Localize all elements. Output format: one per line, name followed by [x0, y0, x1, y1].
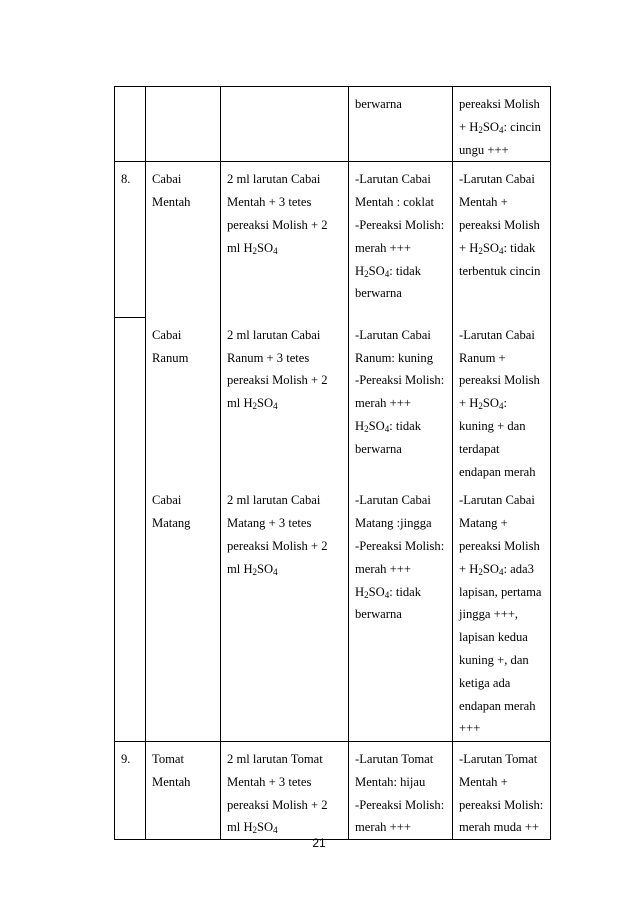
table-row-9-mentah [115, 741, 551, 839]
cell-line: terbentuk cincin [459, 263, 541, 278]
cell-line: Mentah [152, 774, 191, 789]
cell-line: pereaksi Molish: [459, 797, 544, 812]
cell-line: ketiga ada [459, 675, 511, 690]
cell-line: Matang :jingga [355, 516, 432, 531]
cell-line: merah +++ [355, 561, 411, 576]
cell-line: Cabai [152, 172, 182, 187]
cell-line: Ranum + [459, 350, 506, 365]
table-row-8-ranum [115, 318, 551, 484]
cell-line: merah +++ [355, 820, 411, 835]
cell-line: + $H_2SO_4$: ada3 [459, 561, 534, 577]
treatment-cell [221, 87, 349, 162]
row-number: 8. [115, 162, 146, 318]
cell-line: berwarna [355, 441, 402, 456]
result-cell [453, 162, 551, 318]
result-cell [453, 483, 551, 741]
cell-line: Ranum + 3 tetes [227, 350, 310, 365]
cell-line: Ranum: kuning [355, 350, 434, 365]
cell-line: Mentah: hijau [355, 774, 426, 789]
cell-line: -Pereaksi Molish: [355, 797, 445, 812]
cell-line: 2 ml larutan Cabai [227, 327, 321, 342]
cell-line: jingga +++, [459, 607, 519, 622]
cell-line: Matang + [459, 516, 508, 531]
cell-line: -Larutan Cabai [459, 172, 535, 187]
cell-line: -Larutan Cabai [459, 327, 535, 342]
treatment-cell [221, 483, 349, 741]
cell-line: Ranum [152, 350, 189, 365]
row-number [115, 483, 146, 741]
cell-line: -Larutan Cabai [355, 493, 431, 508]
cell-line: + $H_2SO_4$: cincin [459, 119, 541, 135]
observation-cell [349, 318, 453, 484]
continuation-row [115, 87, 551, 162]
cell-line: -Larutan Tomat [459, 751, 538, 766]
result-cell [453, 741, 551, 839]
cell-line: endapan merah [459, 464, 536, 479]
cell-line: lapisan kedua [459, 630, 528, 645]
cell-line: Mentah + 3 tetes [227, 774, 312, 789]
cell-line: Tomat [152, 751, 184, 766]
cell-line: Mentah : coklat [355, 195, 435, 210]
cell-line: 2 ml larutan Tomat [227, 751, 323, 766]
observation-cell [349, 741, 453, 839]
cell-line: pereaksi Molish [459, 373, 540, 388]
cell-line: Mentah + [459, 774, 508, 789]
result-cell [453, 87, 551, 162]
row-number: 9. [115, 741, 146, 839]
treatment-cell [221, 741, 349, 839]
cell-line: ml $H_2SO_4$ [227, 561, 278, 577]
cell-line: pereaksi Molish [459, 217, 540, 232]
cell-line: Mentah + [459, 195, 508, 210]
cell-line: pereaksi Molish + 2 [227, 539, 328, 554]
cell-line: lapisan, pertama [459, 584, 542, 599]
cell-line: 2 ml larutan Cabai [227, 172, 321, 187]
cell-line: berwarna [355, 286, 402, 301]
cell-line: -Pereaksi Molish: [355, 217, 445, 232]
cell-line: +++ [459, 721, 481, 736]
cell-line: $H_2SO_4$: tidak [355, 584, 422, 600]
sample-cell [146, 162, 221, 318]
cell-line: berwarna [355, 607, 402, 622]
observation-cell [349, 87, 453, 162]
cell-line: Mentah + 3 tetes [227, 195, 312, 210]
cell-line: -Larutan Tomat [355, 751, 434, 766]
cell-line: -Larutan Cabai [355, 172, 431, 187]
cell-line: + $H_2SO_4$: [459, 396, 507, 412]
treatment-cell [221, 318, 349, 484]
cell-line: pereaksi Molish + 2 [227, 797, 328, 812]
cell-line: -Pereaksi Molish: [355, 373, 445, 388]
cell-line: kuning + dan [459, 419, 526, 434]
observation-cell [349, 162, 453, 318]
cell-line: Matang + 3 tetes [227, 516, 312, 531]
cell-line: + $H_2SO_4$: tidak [459, 240, 536, 256]
row-number [115, 318, 146, 484]
cell-line: ml $H_2SO_4$ [227, 396, 278, 412]
cell-line: Matang [152, 516, 191, 531]
cell-line: kuning +, dan [459, 653, 529, 668]
sample-cell [146, 87, 221, 162]
sample-cell [146, 483, 221, 741]
cell-line: pereaksi Molish + 2 [227, 373, 328, 388]
cell-line: merah +++ [355, 396, 411, 411]
results-table [114, 86, 551, 840]
cell-line: pereaksi Molish [459, 539, 540, 554]
no-cell [115, 87, 146, 162]
cell-line: -Larutan Cabai [459, 493, 535, 508]
cell-line: Mentah [152, 195, 191, 210]
cell-line: ungu +++ [459, 142, 509, 157]
cell-line: merah muda ++ [459, 820, 539, 835]
cell-line: endapan merah [459, 698, 536, 713]
treatment-cell [221, 162, 349, 318]
sample-cell [146, 741, 221, 839]
cell-line: -Larutan Cabai [355, 327, 431, 342]
page-number: 21 [312, 836, 326, 850]
cell-line: pereaksi Molish + 2 [227, 217, 328, 232]
table-row-8-mentah [115, 162, 551, 318]
cell-line: berwarna [355, 97, 402, 111]
table-row-8-matang [115, 483, 551, 741]
cell-line: terdapat [459, 441, 500, 456]
observation-cell [349, 483, 453, 741]
cell-line: merah +++ [355, 240, 411, 255]
cell-line: Cabai [152, 327, 182, 342]
result-cell [453, 318, 551, 484]
cell-line: $H_2SO_4$: tidak [355, 419, 422, 435]
sample-cell [146, 318, 221, 484]
cell-line: ml $H_2SO_4$ [227, 820, 278, 836]
cell-line: pereaksi Molish [459, 97, 540, 111]
cell-line: 2 ml larutan Cabai [227, 493, 321, 508]
cell-line: Cabai [152, 493, 182, 508]
cell-line: $H_2SO_4$: tidak [355, 263, 422, 279]
cell-line: ml $H_2SO_4$ [227, 240, 278, 256]
cell-line: -Pereaksi Molish: [355, 539, 445, 554]
